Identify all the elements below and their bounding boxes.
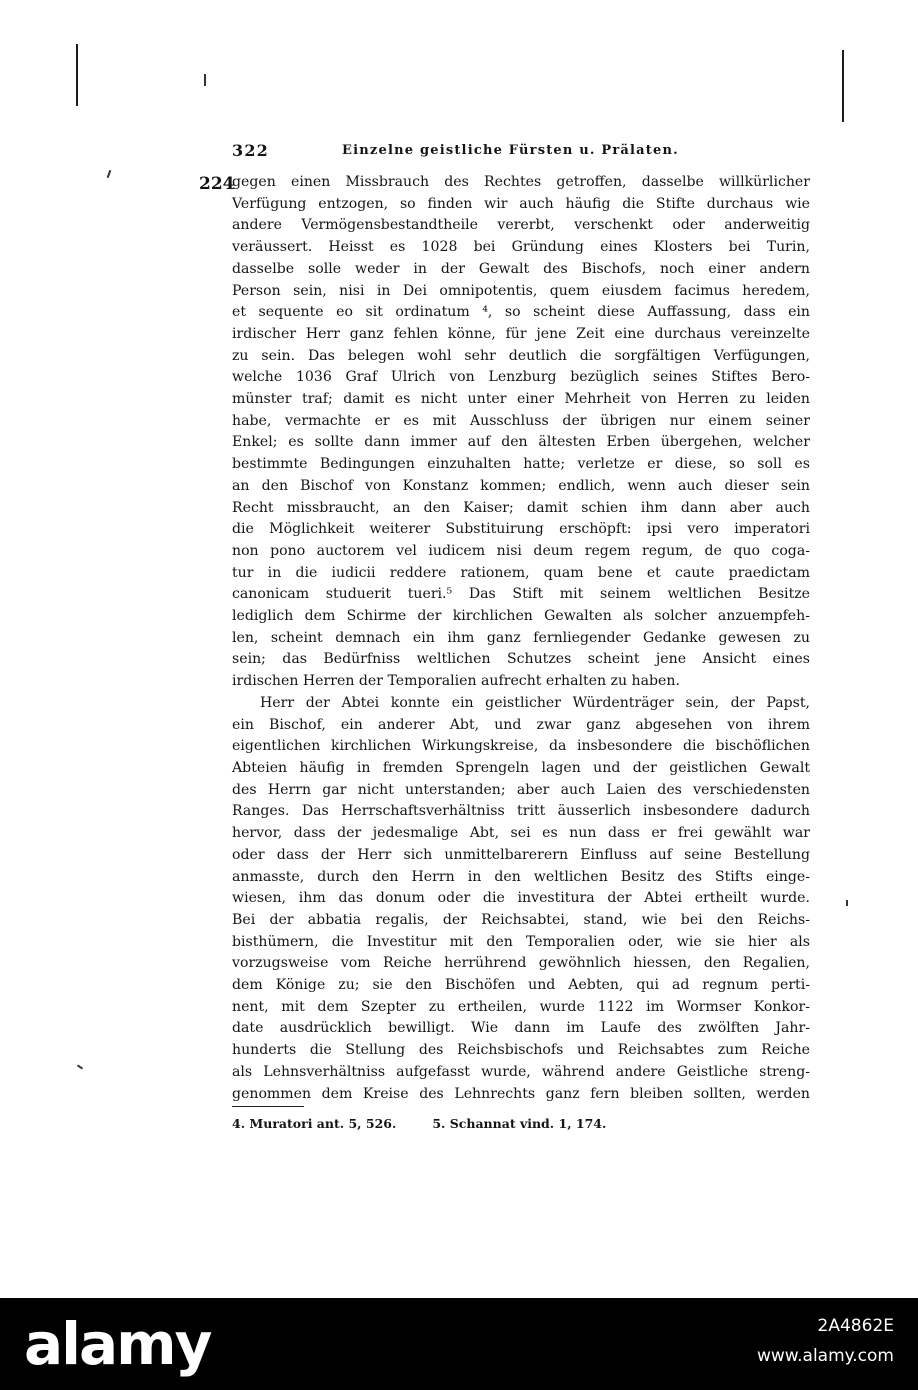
footnote-4: 4. Muratori ant. 5, 526. [232, 1116, 397, 1131]
body-line: Ranges. Das Herrschaftsverhältniss tritt äusserlich insbesondere dadurch [232, 803, 810, 820]
body-line: wiesen, ihm das donum oder die investitura der Abtei ertheilt wurde. [232, 890, 810, 907]
body-line: genommen dem Kreise des Lehnrechts ganz fern bleiben sollten, werden [232, 1085, 810, 1102]
body-line: bisthümern, die Investitur mit den Temporalien oder, wie sie hier als [232, 933, 810, 950]
body-line: Recht missbraucht, an den Kaiser; damit schien ihm dann aber auch [232, 499, 810, 516]
body-line: irdischer Herr ganz fehlen könne, für jene Zeit eine durchaus vereinzelte [232, 325, 810, 342]
body-line: eigentlichen kirchlichen Wirkungskreise, da insbesondere die bischöflichen [232, 738, 810, 755]
body-line: anmasste, durch den Herrn in den weltlichen Besitz des Stifts einge- [232, 868, 810, 885]
scan-speck [204, 74, 206, 86]
image-id: 2A4862E [817, 1316, 894, 1336]
body-line: habe, vermachte er es mit Ausschluss der übrigen nur einem seiner [232, 412, 810, 429]
page-number: 322 [232, 141, 269, 160]
body-line: hunderts die Stellung des Reichsbischofs und Reichsabtes zum Reiche [232, 1042, 810, 1059]
footnote-5: 5. Schannat vind. 1, 174. [432, 1116, 607, 1131]
body-line: münster traf; damit es nicht unter einer Mehrheit von Herren zu leiden [232, 391, 810, 408]
body-line: hervor, dass der jedesmalige Abt, sei es nun dass er frei gewählt war [232, 825, 810, 842]
body-line: et sequente eo sit ordinatum ⁴, so scheint diese Auffassung, dass ein [232, 304, 810, 321]
body-line: len, scheint demnach ein ihm ganz fernliegender Gedanke gewesen zu [232, 629, 810, 646]
scan-border-right [842, 50, 844, 122]
scan-border-left [76, 44, 78, 106]
body-line: bestimmte Bedingungen einzuhalten hatte; verletze er diese, so soll es [232, 456, 810, 473]
body-line: Verfügung entzogen, so finden wir auch häufig die Stifte durchaus wie [232, 195, 810, 212]
body-line: canonicam studuerit tueri.⁵ Das Stift mit seinem weltlichen Besitze [232, 586, 810, 603]
running-title: Einzelne geistliche Fürsten u. Prälaten. [342, 143, 679, 158]
body-line: Person sein, nisi in Dei omnipotentis, quem eiusdem facimus heredem, [232, 282, 810, 299]
scan-speck [107, 170, 112, 178]
body-line: zu sein. Das belegen wohl sehr deutlich die sorgfältigen Verfügungen, [232, 347, 810, 364]
body-line: als Lehnsverhältniss aufgefasst wurde, während andere Geistliche streng- [232, 1063, 810, 1080]
body-line: ein Bischof, ein anderer Abt, und zwar ganz abgesehen von ihrem [232, 716, 810, 733]
body-line: Bei der abbatia regalis, der Reichsabtei, stand, wie bei den Reichs- [232, 911, 810, 928]
body-line: non pono auctorem vel iudicem nisi deum regem regum, de quo coga- [232, 542, 810, 559]
body-line: andere Vermögensbestandtheile vererbt, verschenkt oder anderweitig [232, 217, 810, 234]
body-line: irdischen Herren der Temporalien aufrecht erhalten zu haben. [232, 673, 680, 690]
body-line: vorzugsweise vom Reiche herrührend gewöhnlich hiessen, den Regalien, [232, 955, 810, 972]
stock-url: www.alamy.com [756, 1346, 894, 1366]
body-line: tur in die iudicii reddere rationem, quam bene et caute praedictam [232, 564, 810, 581]
body-line: dem Könige zu; sie den Bischöfen und Aebten, qui ad regnum perti- [232, 977, 810, 994]
body-line: veräussert. Heisst es 1028 bei Gründung eines Klosters bei Turin, [232, 239, 810, 256]
body-line: Herr der Abtei konnte ein geistlicher Würdenträger sein, der Papst, [260, 694, 810, 711]
body-line: Abteien häufig in fremden Sprengeln lagen und der geistlichen Gewalt [232, 759, 810, 776]
body-line: lediglich dem Schirme der kirchlichen Gewalten als solcher anzuempfeh- [232, 608, 810, 625]
brand-logo: alamy [24, 1310, 211, 1378]
body-line: Enkel; es sollte dann immer auf den ältesten Erben übergehen, welcher [232, 434, 810, 451]
body-line: welche 1036 Graf Ulrich von Lenzburg bezüglich seines Stiftes Bero- [232, 369, 810, 386]
footnotes [232, 1116, 606, 1131]
stock-watermark-banner [0, 1298, 918, 1390]
body-line: sein; das Bedürfniss weltlichen Schutzes scheint jene Ansicht eines [232, 651, 810, 668]
footnote-rule [232, 1106, 304, 1107]
body-line: gegen einen Missbrauch des Rechtes getroffen, dasselbe willkürlicher [232, 174, 810, 190]
body-line: dasselbe solle weder in der Gewalt des Bischofs, noch einer andern [232, 260, 810, 277]
body-line: an den Bischof von Konstanz kommen; endlich, wenn auch dieser sein [232, 477, 810, 494]
body-line: die Möglichkeit weiterer Substituirung erschöpft: ipsi vero imperatori [232, 521, 810, 538]
scan-speck [846, 900, 848, 906]
body-line: des Herrn gar nicht unterstanden; aber auch Laien des verschiedensten [232, 781, 810, 798]
body-line: nent, mit dem Szepter zu ertheilen, wurde 1122 im Wormser Konkor- [232, 998, 810, 1015]
scan-speck [77, 1064, 83, 1069]
section-number: 224 [199, 174, 235, 194]
running-head [232, 141, 810, 165]
body-text [232, 172, 810, 1105]
body-line: oder dass der Herr sich unmittelbarerern Einfluss auf seine Bestellung [232, 846, 810, 863]
body-line: date ausdrücklich bewilligt. Wie dann im Laufe des zwölften Jahr- [232, 1020, 810, 1037]
